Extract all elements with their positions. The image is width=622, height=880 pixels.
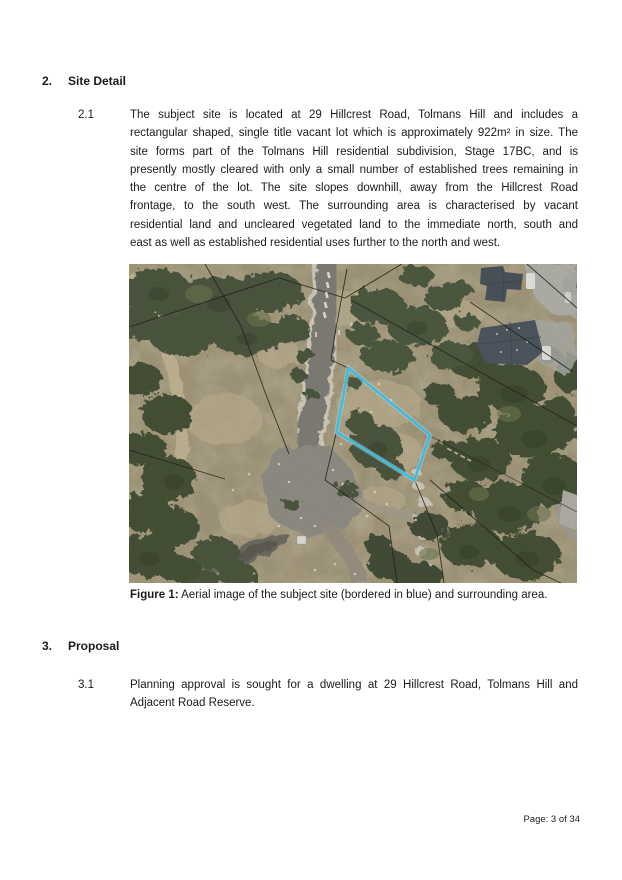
paragraph-line: rectangular shaped, single title vacant lot which is approximately 922m² in size. The xyxy=(130,127,578,140)
paragraph-line: site forms part of the Tolmans Hill residential subdivision, Stage 17BC, and is xyxy=(130,145,578,158)
section-title: Proposal xyxy=(68,639,120,653)
figure-caption-text: Aerial image of the subject site (bordered in blue) and surrounding area. xyxy=(178,589,548,601)
paragraph-line: residential land and uncleared vegetated land to the immediate north, south and xyxy=(130,218,578,231)
section-number: 2. xyxy=(42,74,53,88)
clause-body xyxy=(130,676,578,713)
paragraph-line: Planning approval is sought for a dwelling at 29 Hillcrest Road, Tolmans Hill and xyxy=(130,679,578,691)
paragraph-line: the centre of the lot. The site slopes downhill, away from the Hillcrest Road xyxy=(130,182,578,195)
paragraph-line: The subject site is located at 29 Hillcrest Road, Tolmans Hill and includes a xyxy=(130,109,578,121)
aerial-photo-graphic xyxy=(129,264,577,583)
figure-caption-label: Figure 1: xyxy=(130,589,179,601)
section-title: Site Detail xyxy=(68,74,127,88)
page-number: Page: 3 of 34 xyxy=(523,814,580,825)
paragraph-line: Adjacent Road Reserve. xyxy=(130,697,255,710)
paragraph-line: east as well as established residential uses further to the north and west. xyxy=(130,237,501,250)
figure-caption xyxy=(130,587,578,603)
section-number: 3. xyxy=(42,639,53,653)
paragraph-line: frontage, to the south west. The surrounding area is characterised by vacant xyxy=(130,200,578,213)
clause-body xyxy=(130,106,578,252)
clause-number: 3.1 xyxy=(78,679,94,691)
paragraph-line: presently mostly cleared with only a small number of established trees remaining in xyxy=(130,163,578,176)
aerial-image xyxy=(129,264,577,583)
clause-number: 2.1 xyxy=(78,109,94,121)
